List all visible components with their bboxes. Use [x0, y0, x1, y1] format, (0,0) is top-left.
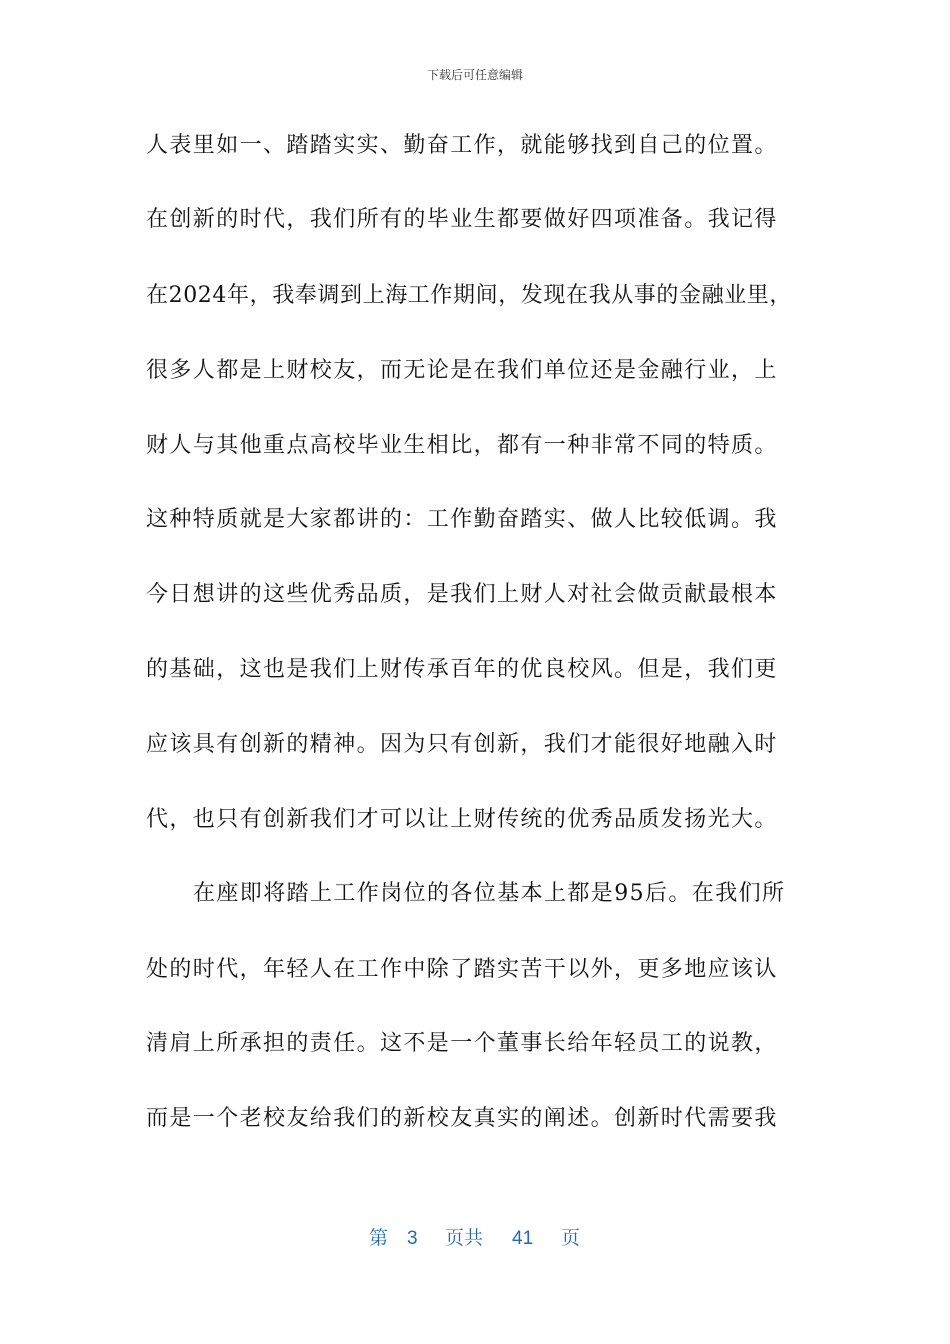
paragraph-first-line: 在座即将踏上工作岗位的各位基本上都是95后。在我们所 [193, 881, 786, 906]
footer-total-pages: 41 [512, 1228, 534, 1249]
text-line: 清肩上所承担的责任。这不是一个董事长给年轻员工的说教， [146, 1031, 778, 1056]
footer-current-page: 3 [407, 1228, 418, 1249]
text-line: 这种特质就是大家都讲的：工作勤奋踏实、做人比较低调。我 [146, 507, 778, 532]
footer-middle: 页共 [445, 1228, 484, 1249]
text-line: 处的时代，年轻人在工作中除了踏实苦干以外，更多地应该认 [146, 957, 778, 982]
text-line: 在创新的时代，我们所有的毕业生都要做好四项准备。我记得 [146, 207, 778, 232]
text-line: 很多人都是上财校友，而无论是在我们单位还是金融行业，上 [146, 358, 778, 383]
page-header-note: 下载后可任意编辑 [426, 68, 523, 82]
text-line: 财人与其他重点高校毕业生相比，都有一种非常不同的特质。 [146, 433, 778, 458]
footer-prefix: 第 [369, 1228, 389, 1249]
text-line: 而是一个老校友给我们的新校友真实的阐述。创新时代需要我 [146, 1106, 778, 1131]
text-line: 今日想讲的这些优秀品质，是我们上财人对社会做贡献最根本 [146, 582, 778, 607]
page-footer [0, 1225, 950, 1253]
text-line: 应该具有创新的精神。因为只有创新，我们才能很好地融入时 [146, 732, 778, 757]
footer-suffix: 页 [561, 1228, 581, 1249]
text-line: 人表里如一、踏踏实实、勤奋工作，就能够找到自己的位置。 [146, 133, 778, 158]
text-line: 在2024年，我奉调到上海工作期间，发现在我从事的金融业里， [146, 283, 792, 308]
text-line: 代，也只有创新我们才可以让上财传统的优秀品质发扬光大。 [146, 807, 778, 832]
text-line: 的基础，这也是我们上财传承百年的优良校风。但是，我们更 [146, 657, 778, 682]
